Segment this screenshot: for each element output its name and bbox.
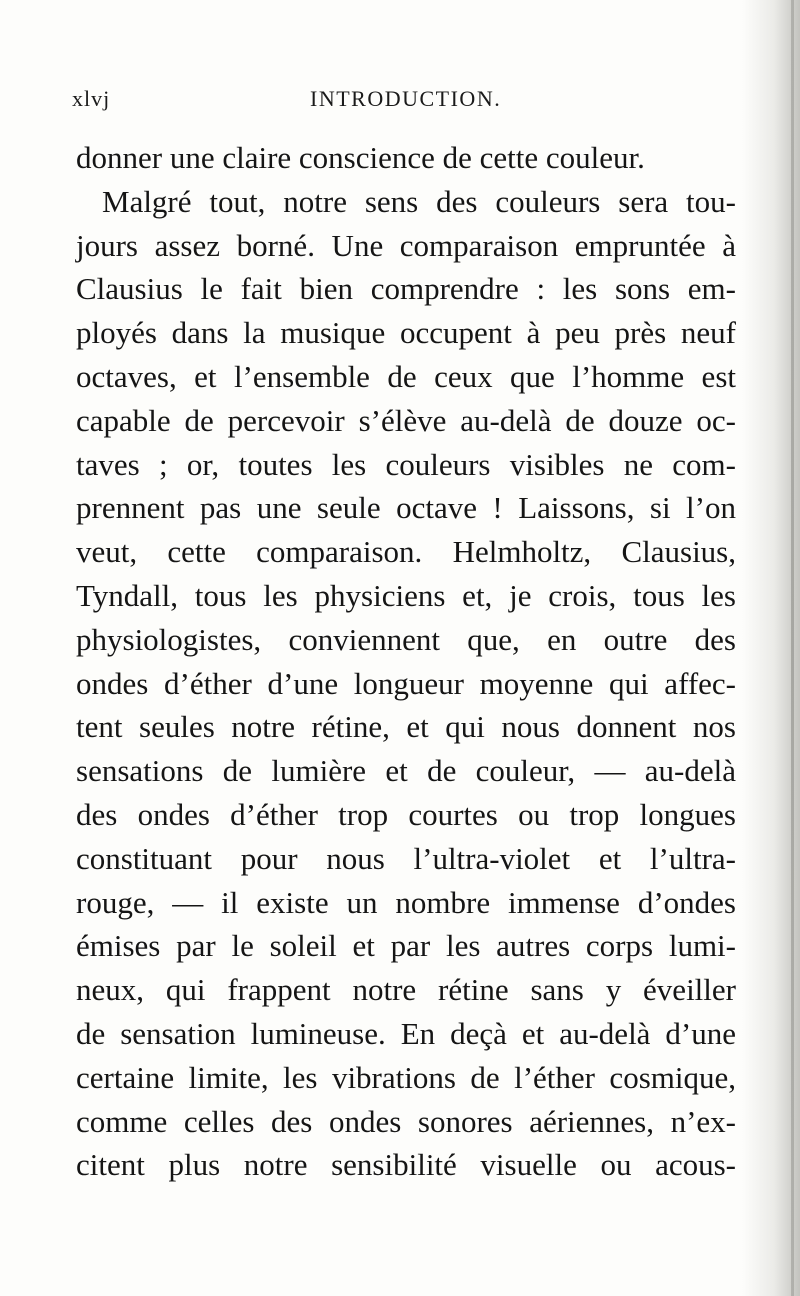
text-line: capable de percevoir s’élève au-delà de douze oc- bbox=[76, 402, 736, 438]
text-line: certaine limite, les vibrations de l’éther cosmique, bbox=[76, 1059, 736, 1095]
page-number: xlvj bbox=[72, 86, 111, 111]
page-binding-edge bbox=[791, 0, 794, 1296]
text-line: constituant pour nous l’ultra-violet et l’ultra- bbox=[76, 840, 736, 876]
text-line: citent plus notre sensibilité visuelle ou acous- bbox=[76, 1147, 736, 1183]
text-line: ployés dans la musique occupent à peu près neuf bbox=[76, 315, 736, 351]
text-line: Tyndall, tous les physiciens et, je crois, tous les bbox=[76, 577, 736, 613]
body-text bbox=[76, 136, 736, 1187]
text-line: neux, qui frappent notre rétine sans y éveiller bbox=[76, 972, 736, 1008]
text-line: rouge, — il existe un nombre immense d’ondes bbox=[76, 884, 736, 920]
text-line: de sensation lumineuse. En deçà et au-delà d’une bbox=[76, 1015, 736, 1051]
text-line: Clausius le fait bien comprendre : les sons em- bbox=[76, 271, 736, 307]
text-line: tent seules notre rétine, et qui nous donnent nos bbox=[76, 709, 736, 745]
text-line: comme celles des ondes sonores aériennes, n’ex- bbox=[76, 1103, 736, 1139]
running-head: INTRODUCTION. bbox=[310, 86, 502, 111]
text-line: physiologistes, conviennent que, en outre des bbox=[76, 621, 736, 657]
text-line: prennent pas une seule octave ! Laissons, si l’on bbox=[76, 490, 736, 526]
text-line: taves ; or, toutes les couleurs visibles ne com- bbox=[76, 446, 736, 482]
text-line: Malgré tout, notre sens des couleurs sera tou- bbox=[102, 183, 736, 219]
page-header bbox=[72, 86, 732, 120]
text-line: des ondes d’éther trop courtes ou trop longues bbox=[76, 796, 736, 832]
text-line: sensations de lumière et de couleur, — au-delà bbox=[76, 753, 736, 789]
text-line: ondes d’éther d’une longueur moyenne qui affec- bbox=[76, 665, 736, 701]
text-line: donner une claire conscience de cette couleur. bbox=[76, 140, 645, 175]
text-line: veut, cette comparaison. Helmholtz, Clausius, bbox=[76, 534, 736, 570]
text-line: octaves, et l’ensemble de ceux que l’homme est bbox=[76, 358, 736, 394]
text-line: jours assez borné. Une comparaison empruntée à bbox=[76, 227, 736, 263]
text-line: émises par le soleil et par les autres corps lumi- bbox=[76, 928, 736, 964]
